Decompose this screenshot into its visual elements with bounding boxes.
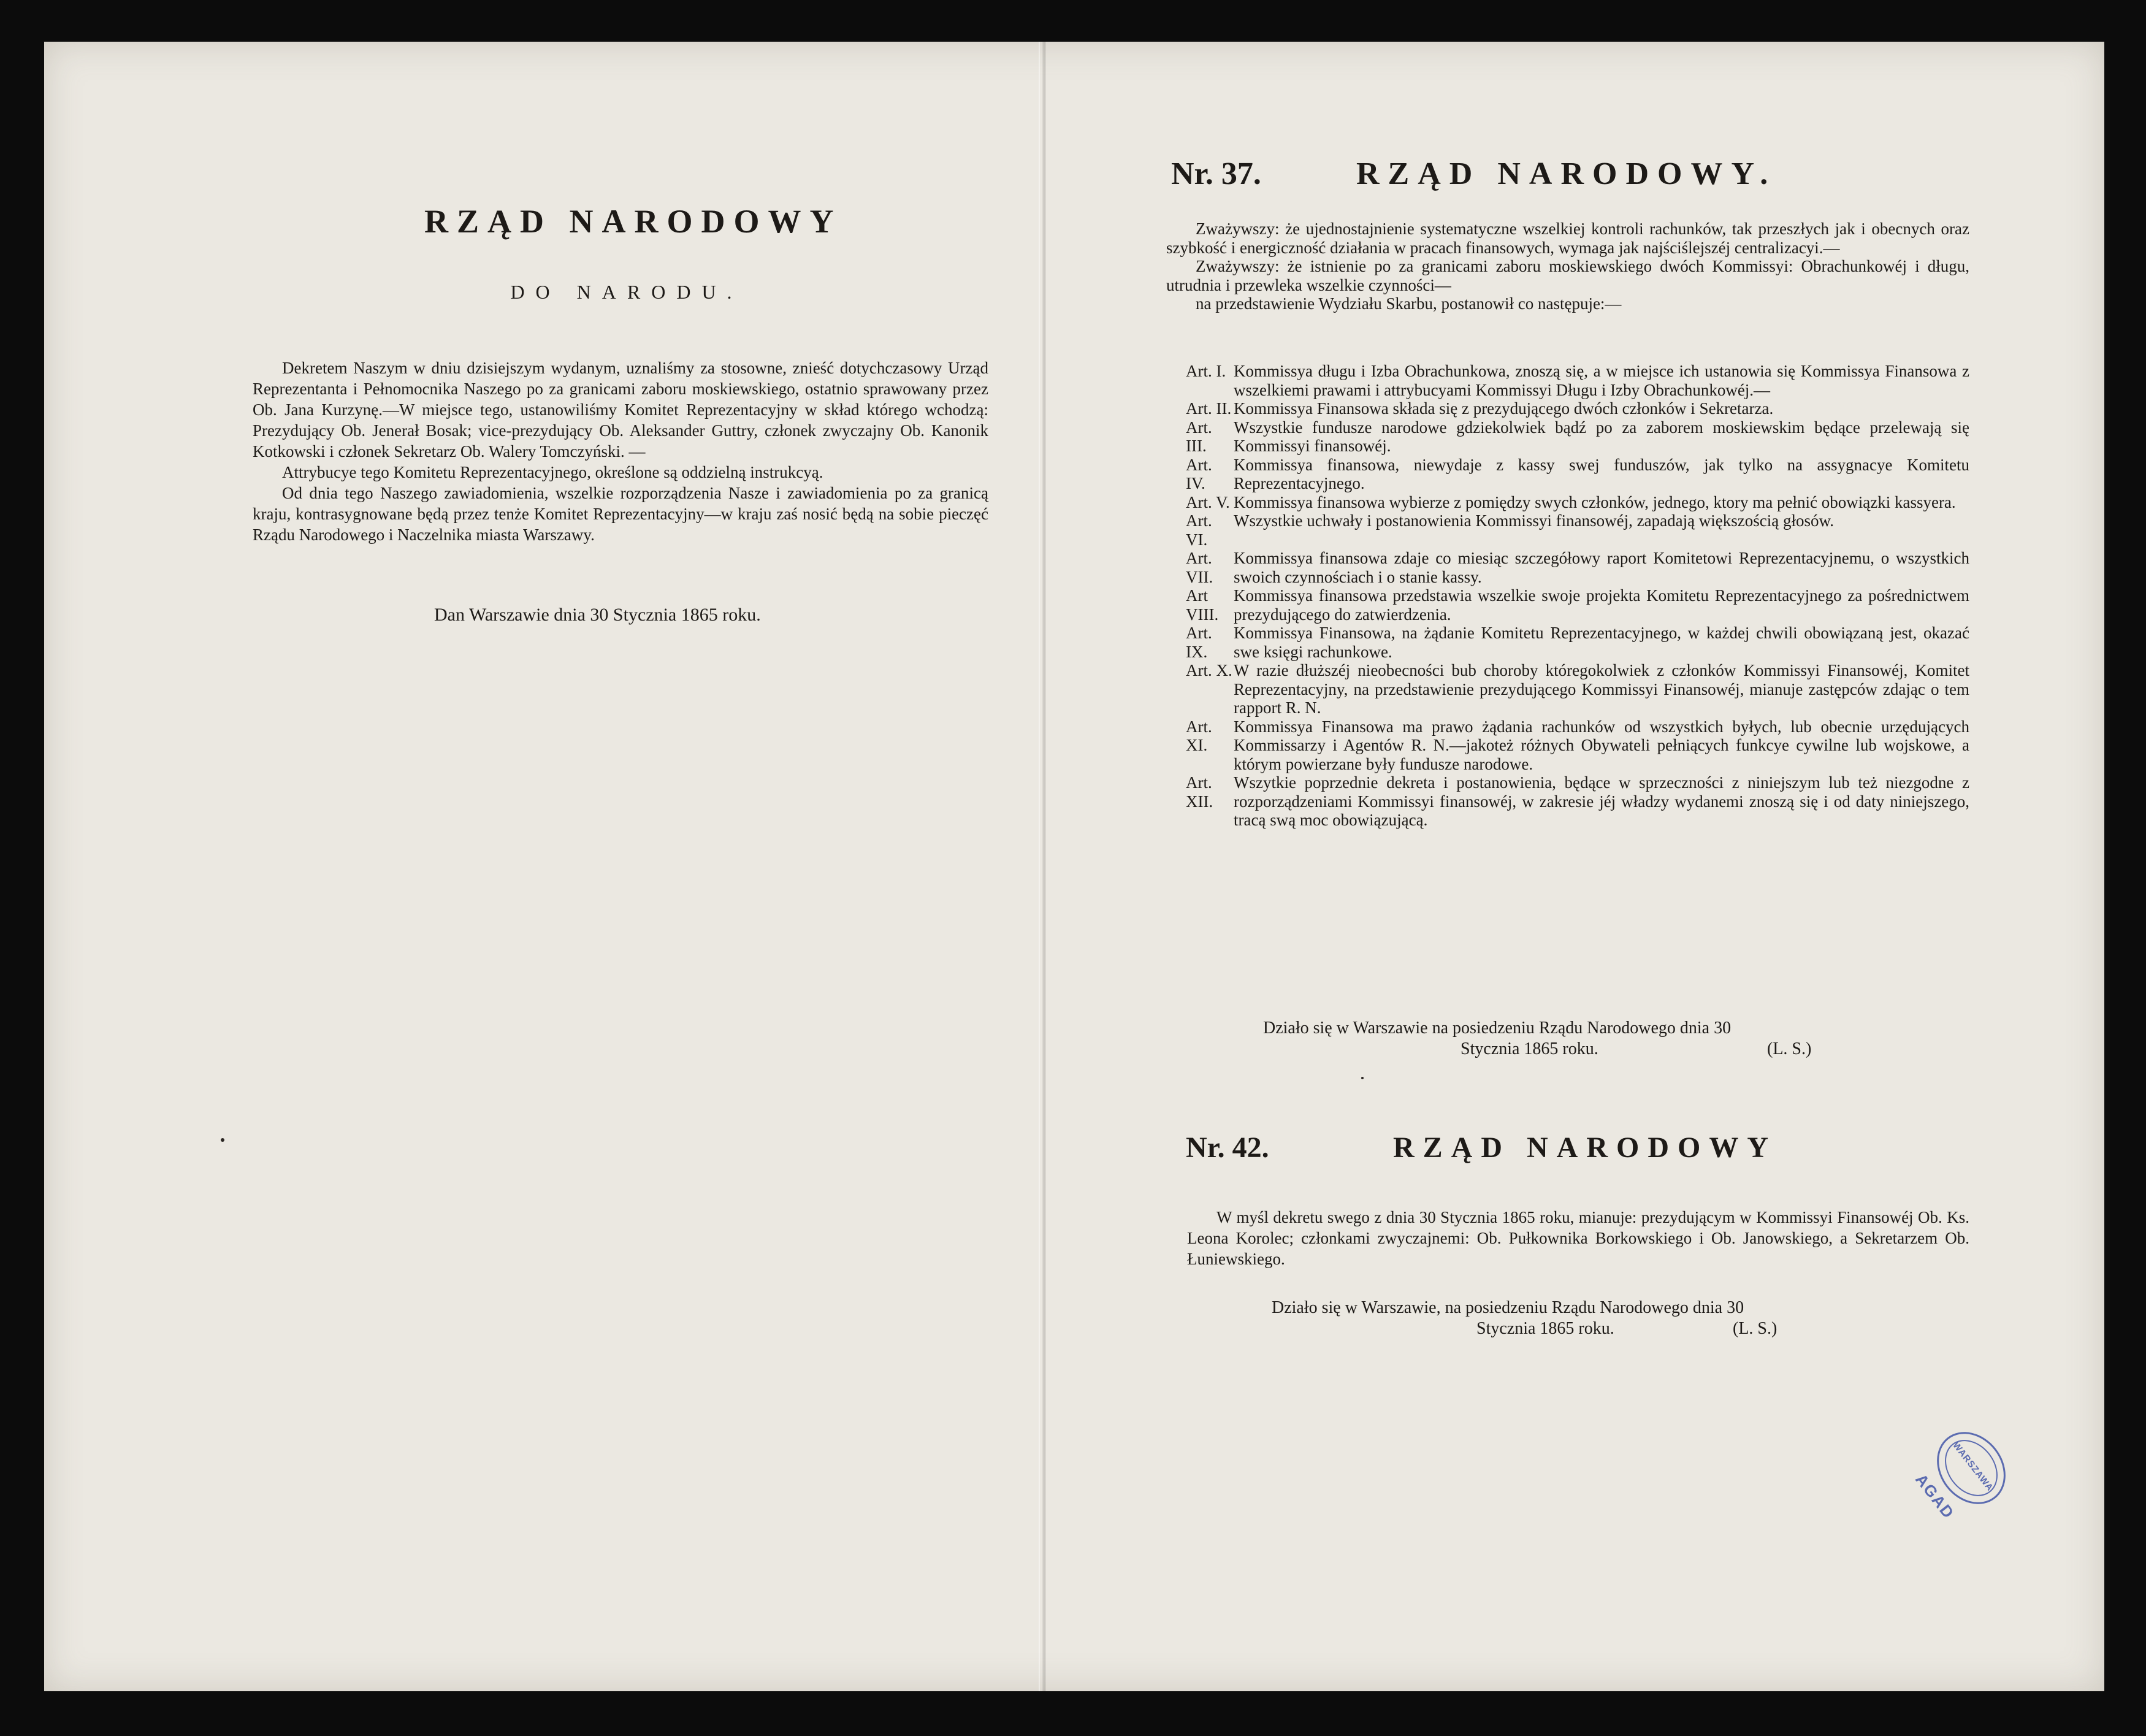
decree-42-body <box>1187 1207 1969 1269</box>
article <box>1186 456 1969 493</box>
archive-stamp <box>1912 1418 2020 1523</box>
left-paragraph-2: Attrybucye tego Komitetu Reprezentacyjnego, określone są oddzielną instrukcyą. <box>282 463 823 481</box>
article <box>1186 773 1969 830</box>
decree-37-seal: (L. S.) <box>1767 1039 1812 1058</box>
article <box>1186 586 1969 624</box>
article <box>1186 717 1969 774</box>
preamble-1: Zważywszy: że ujednostajnienie systematyczne wszelkiej kontroli rachunków, tak przeszłych jak i obecnych oraz szybkość i energiczność działania w pracach finansowych, wymaga jak najściślejszéj centralizacyi.— <box>1166 220 1969 257</box>
article-label: Art. II. <box>1186 399 1232 418</box>
article-text: Wszystkie uchwały i postanowienia Kommissyi finansowéj, zapadają większością głosów. <box>1234 511 1835 530</box>
article-label: Art. X. <box>1186 661 1232 679</box>
page-fold <box>1042 42 1046 1691</box>
decree-37-articles <box>1186 362 1969 830</box>
article-text: Kommissya finansowa wybierze z pomiędzy swych członków, jednego, ktory ma pełnić obowiązki kassyera. <box>1234 492 1956 511</box>
article-label: Art. VII. <box>1186 549 1213 586</box>
article <box>1186 399 1969 418</box>
article-label: Art. XII. <box>1186 773 1213 811</box>
article <box>1186 362 1969 399</box>
decree-42-seal: (L. S.) <box>1733 1319 1778 1338</box>
stamp-outer-text: AGAD <box>1912 1470 1958 1523</box>
article-label: Art. IX. <box>1186 624 1212 661</box>
article <box>1186 493 1969 512</box>
article-text: Wszystkie fundusze narodowe gdziekolwiek bądź po za zaborem moskiewskim będące przelewają się Kommissyi finansowéj. <box>1234 418 1969 455</box>
article-label: Art. I. <box>1186 362 1226 380</box>
decree-42-sign-line-1: Działo się w Warszawie, na posiedzeniu Rządu Narodowego dnia 30 <box>1272 1298 1744 1317</box>
article-label: Art. IV. <box>1186 455 1212 492</box>
decree-37-preamble <box>1166 220 1969 313</box>
decree-37-number: Nr. 37. <box>1171 156 1261 191</box>
left-title: RZĄD NARODOWY <box>424 203 842 240</box>
decree-37-title: RZĄD NARODOWY. <box>1356 156 1777 191</box>
ink-speck <box>221 1138 224 1142</box>
decree-42-sign-line-2: Stycznia 1865 roku. <box>1476 1319 1614 1338</box>
stamp-inner-text: WARSZAWA <box>1950 1440 1996 1494</box>
ink-speck <box>1361 1077 1364 1079</box>
article <box>1186 661 1969 717</box>
article <box>1186 418 1969 456</box>
document-sheet <box>44 42 2104 1691</box>
left-date-line: Dan Warszawie dnia 30 Stycznia 1865 roku. <box>434 605 761 625</box>
decree-37-sign-line-1: Działo się w Warszawie na posiedzeniu Rządu Narodowego dnia 30 <box>1263 1019 1732 1038</box>
left-paragraph-1: Dekretem Naszym w dniu dzisiejszym wydanym, uznaliśmy za stosowne, znieść dotychczasowy Urząd Reprezentanta i Pełnomocnika Naszego po za granicami zaboru moskiewskiego, ostatnio sprawowany przez Ob. Jana Kurzynę.—W miejsce tego, ustanowiliśmy Komitet Reprezentacyjny w skład którego wchodzą: Prezydujący Ob. Jenerał Bosak; vice-prezydujący Ob. Aleksander Guttry, członek zwyczajny Ob. Kanonik Kotkowski i członek Sekretarz Ob. Walery Tomczyński. — <box>253 359 988 461</box>
article-label: Art. VI. <box>1186 511 1212 549</box>
left-paragraph-3: Od dnia tego Naszego zawiadomienia, wszelkie rozporządzenia Nasze i zawiadomienia po za granicą kraju, kontrasygnowane będą przez tenże Komitet Reprezentacyjny—w kraju zaś nosić będą na sobie pieczęć Rządu Narodowego i Naczelnika miasta Warszawy. <box>253 484 988 544</box>
preamble-2: Zważywszy: że istnienie po za granicami zaboru moskiewskiego dwóch Kommissyi: Obrachunkowéj i długu, utrudnia i przewleka wszelkie czynności— <box>1166 257 1969 294</box>
decree-37-sign-line-2: Stycznia 1865 roku. <box>1461 1039 1598 1058</box>
decree-42-paragraph: W myśl dekretu swego z dnia 30 Stycznia 1865 roku, mianuje: prezydującym w Kommissyi Finansowéj Ob. Ks. Leona Korolec; członkami zwyczajnemi: Ob. Pułkownika Borkowskiego i Ob. Janowskiego, a Sekretarzem Ob. Łuniewskiego. <box>1187 1208 1969 1268</box>
article-label: Art VIII. <box>1186 586 1219 624</box>
left-body <box>253 358 988 545</box>
decree-42-number: Nr. 42. <box>1186 1131 1269 1164</box>
preamble-3: na przedstawienie Wydziału Skarbu, postanowił co następuje:— <box>1196 294 1622 313</box>
article-text: Kommissya finansowa, niewydaje z kassy swej funduszów, jak tylko na assygnacye Komitetu Reprezentacyjnego. <box>1234 455 1969 492</box>
article <box>1186 549 1969 586</box>
left-subtitle: DO NARODU. <box>510 281 743 303</box>
article-text: Kommissya Finansowa ma prawo żądania rachunków od wszystkich byłych, lub obecnie urzędujących Kommissarzy i Agentów R. N.—jakoteż różnych Obywateli pełniących funkcye cywilne lub wojskowe, a którym powierzane były fundusze narodowe. <box>1234 717 1969 773</box>
article-text: W razie dłuższéj nieobecności bub choroby któregokolwiek z członków Kommissyi Finansowéj, Komitet Reprezentacyjny, na przedstawienie prezydującego Kommissyi Finansowéj, mianuje zastępców zdając o tem rapport R. N. <box>1234 661 1969 717</box>
article-text: Kommissya finansowa zdaje co miesiąc szczegółowy raport Komitetowi Reprezentacyjnemu, o wszystkich swoich czynnościach i o stanie kassy. <box>1234 549 1969 586</box>
article-label: Art. XI. <box>1186 717 1212 754</box>
article-label: Art. V. <box>1186 492 1230 511</box>
article <box>1186 624 1969 661</box>
decree-42-title: RZĄD NARODOWY <box>1393 1131 1777 1164</box>
article-label: Art. III. <box>1186 418 1212 455</box>
article-text: Kommissya Finansowa, na żądanie Komitetu Reprezentacyjnego, w każdej chwili obowiązaną jest, okazać swe księgi rachunkowe. <box>1234 624 1969 661</box>
article-text: Kommissya finansowa przedstawia wszelkie swoje projekta Komitetu Reprezentacyjnego za pośrednictwem prezydującego do zatwierdzenia. <box>1234 586 1969 624</box>
page-divider <box>1039 42 1040 1691</box>
article-text: Kommissya długu i Izba Obrachunkowa, znoszą się, a w miejsce ich ustanowia się Kommissya Finansowa z wszelkiemi prawami i attrybucyami Kommissyi Długu i Izby Obrachunkowéj.— <box>1234 362 1969 399</box>
article-text: Wszytkie poprzednie dekreta i postanowienia, będące w sprzeczności z niniejszym lub też niezgodne z rozporządzeniami Kommissyi finansowéj, w zakresie jéj władzy wydanemi znoszą się i od daty niniejszego, tracą swą moc obowiązującą. <box>1234 773 1969 829</box>
article-text: Kommissya Finansowa składa się z prezydującego dwóch członków i Sekretarza. <box>1234 399 1774 418</box>
article <box>1186 511 1969 549</box>
